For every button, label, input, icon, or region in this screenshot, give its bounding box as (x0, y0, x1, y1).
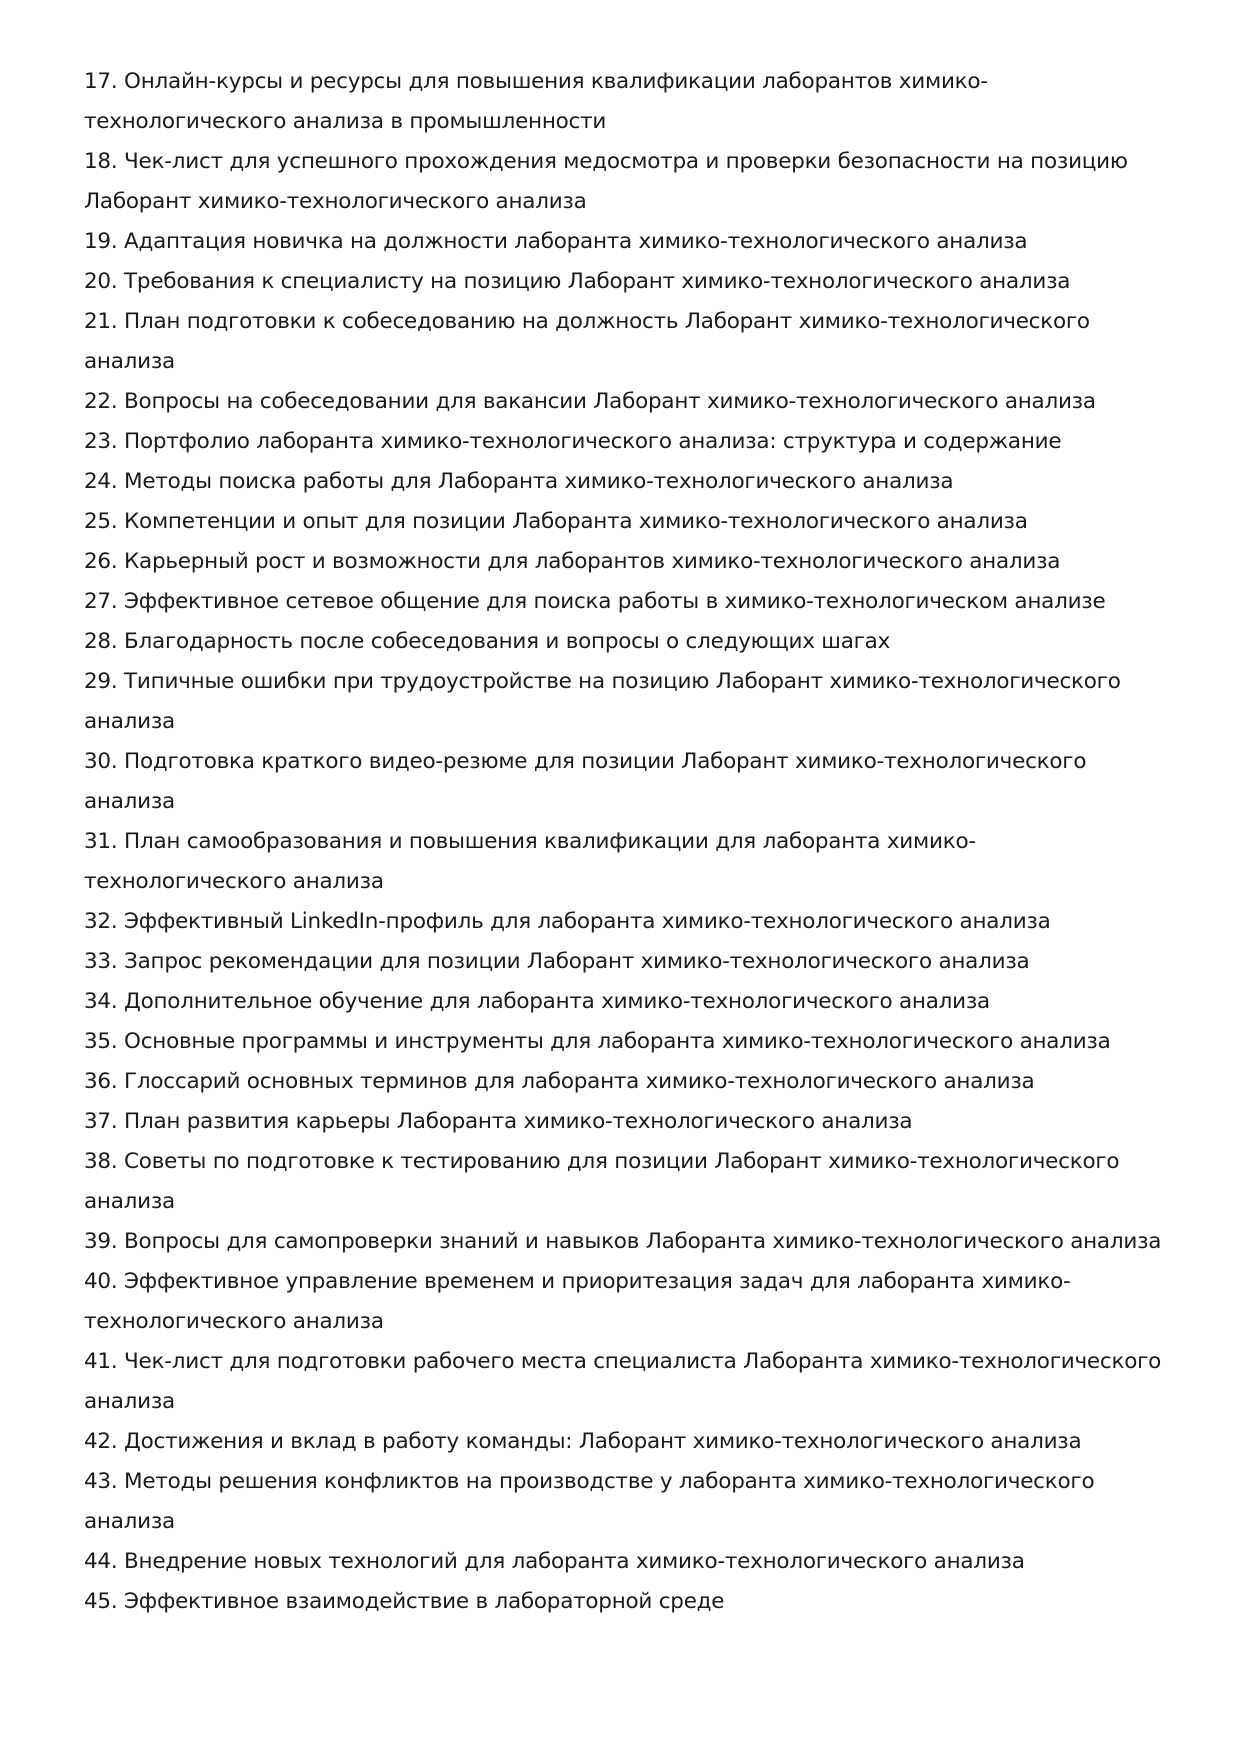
item-number: 22. (84, 389, 118, 414)
item-number: 21. (84, 309, 118, 334)
item-number: 23. (84, 429, 118, 454)
item-number: 20. (84, 269, 118, 294)
item-number: 36. (84, 1069, 118, 1094)
item-number: 45. (84, 1589, 118, 1614)
item-text: Благодарность после собеседования и вопросы о следующих шагах (124, 629, 891, 654)
list-item (84, 382, 1164, 422)
item-number: 33. (84, 949, 118, 974)
item-text: Адаптация новичка на должности лаборанта химико-технологического анализа (124, 229, 1028, 254)
item-text: План самообразования и повышения квалификации для лаборанта химико-технологического анализа (84, 829, 976, 894)
item-text: Онлайн-курсы и ресурсы для повышения квалификации лаборантов химико-технологического анализа в промышленности (84, 69, 988, 134)
list-item (84, 502, 1164, 542)
list-item (84, 1582, 1164, 1622)
item-number: 30. (84, 749, 118, 774)
item-text: Требования к специалисту на позицию Лаборант химико-технологического анализа (124, 269, 1071, 294)
list-item (84, 1542, 1164, 1582)
item-text: План развития карьеры Лаборанта химико-технологического анализа (124, 1109, 913, 1134)
list-item (84, 622, 1164, 662)
item-number: 40. (84, 1269, 118, 1294)
item-text: Чек-лист для подготовки рабочего места специалиста Лаборанта химико-технологического анализа (84, 1349, 1162, 1414)
list-item (84, 262, 1164, 302)
item-text: Подготовка краткого видео-резюме для позиции Лаборант химико-технологического анализа (84, 749, 1087, 814)
list-item (84, 582, 1164, 622)
topic-list (84, 62, 1164, 1622)
item-text: Глоссарий основных терминов для лаборанта химико-технологического анализа (124, 1069, 1035, 1094)
item-number: 44. (84, 1549, 118, 1574)
item-number: 19. (84, 229, 118, 254)
item-number: 26. (84, 549, 118, 574)
item-number: 37. (84, 1109, 118, 1134)
item-text: Портфолио лаборанта химико-технологического анализа: структура и содержание (124, 429, 1062, 454)
item-text: Эффективное взаимодействие в лабораторной среде (124, 1589, 725, 1614)
list-item (84, 1102, 1164, 1142)
item-number: 25. (84, 509, 118, 534)
list-item (84, 1022, 1164, 1062)
list-item (84, 302, 1164, 382)
item-text: Вопросы для самопроверки знаний и навыков Лаборанта химико-технологического анализа (124, 1229, 1162, 1254)
list-item (84, 1142, 1164, 1222)
item-text: Достижения и вклад в работу команды: Лаборант химико-технологического анализа (124, 1429, 1082, 1454)
list-item (84, 62, 1164, 142)
item-text: Чек-лист для успешного прохождения медосмотра и проверки безопасности на позицию Лаборант химико-технологического анализа (84, 149, 1128, 214)
item-number: 43. (84, 1469, 118, 1494)
list-item (84, 142, 1164, 222)
item-text: Советы по подготовке к тестированию для позиции Лаборант химико-технологического анализа (84, 1149, 1120, 1214)
item-number: 41. (84, 1349, 118, 1374)
list-item (84, 902, 1164, 942)
item-number: 27. (84, 589, 118, 614)
list-item (84, 822, 1164, 902)
item-text: Методы поиска работы для Лаборанта химико-технологического анализа (124, 469, 954, 494)
item-text: Эффективный LinkedIn-профиль для лаборанта химико-технологического анализа (124, 909, 1051, 934)
item-number: 42. (84, 1429, 118, 1454)
item-number: 32. (84, 909, 118, 934)
item-text: Эффективное управление временем и приоритезация задач для лаборанта химико-технологического анализа (84, 1269, 1071, 1334)
item-number: 17. (84, 69, 118, 94)
item-text: Методы решения конфликтов на производстве у лаборанта химико-технологического анализа (84, 1469, 1095, 1534)
item-number: 24. (84, 469, 118, 494)
list-item (84, 1222, 1164, 1262)
item-text: План подготовки к собеседованию на должность Лаборант химико-технологического анализа (84, 309, 1090, 374)
item-number: 31. (84, 829, 118, 854)
item-text: Внедрение новых технологий для лаборанта химико-технологического анализа (124, 1549, 1025, 1574)
item-text: Вопросы на собеседовании для вакансии Лаборант химико-технологического анализа (124, 389, 1096, 414)
list-item (84, 1062, 1164, 1102)
list-item (84, 1462, 1164, 1542)
item-text: Эффективное сетевое общение для поиска работы в химико-технологическом анализе (124, 589, 1106, 614)
list-item (84, 662, 1164, 742)
item-number: 18. (84, 149, 118, 174)
list-item (84, 982, 1164, 1022)
list-item (84, 942, 1164, 982)
item-number: 29. (84, 669, 118, 694)
list-item (84, 422, 1164, 462)
list-item (84, 222, 1164, 262)
list-item (84, 462, 1164, 502)
list-item (84, 1262, 1164, 1342)
list-item (84, 542, 1164, 582)
item-text: Карьерный рост и возможности для лаборантов химико-технологического анализа (124, 549, 1061, 574)
item-number: 28. (84, 629, 118, 654)
list-item (84, 1342, 1164, 1422)
item-text: Основные программы и инструменты для лаборанта химико-технологического анализа (124, 1029, 1111, 1054)
item-text: Компетенции и опыт для позиции Лаборанта химико-технологического анализа (124, 509, 1028, 534)
item-text: Запрос рекомендации для позиции Лаборант химико-технологического анализа (124, 949, 1030, 974)
list-item (84, 742, 1164, 822)
item-number: 39. (84, 1229, 118, 1254)
item-number: 35. (84, 1029, 118, 1054)
item-text: Дополнительное обучение для лаборанта химико-технологического анализа (124, 989, 990, 1014)
item-number: 38. (84, 1149, 118, 1174)
item-text: Типичные ошибки при трудоустройстве на позицию Лаборант химико-технологического анализа (84, 669, 1121, 734)
item-number: 34. (84, 989, 118, 1014)
list-item (84, 1422, 1164, 1462)
